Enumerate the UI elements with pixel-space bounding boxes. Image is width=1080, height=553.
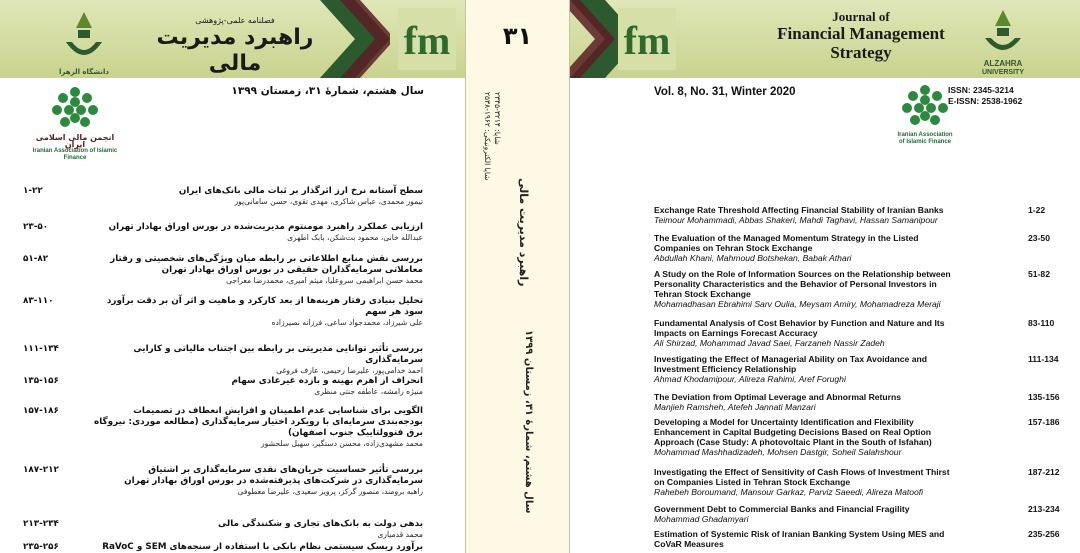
- journal-name-line2: Strategy: [830, 43, 892, 62]
- article-pages: ۲۳۵-۲۵۶: [23, 542, 59, 552]
- spine-issn: شاپا: ۳۲۱۴-۲۳۴۵: [493, 92, 502, 145]
- article-title: The Deviation from Optimal Leverage and Abnormal Returns: [654, 392, 902, 402]
- article-title: بررسی نقش منابع اطلاعاتی بر رابطه میان ویژگی‌های شخصیتی و رفتار معاملاتی سرمایه‌گذاران حقیقی در بورس اوراق بهادار تهران: [110, 254, 423, 275]
- association-name-1: Iranian Association: [897, 132, 953, 138]
- article-title: الگویی برای شناسایی عدم اطمینان و افزایش انعطاف در تصمیمات بودجه‌بندی سرمایه‌ای با رویکرد اختیار سرمایه‌گذاری (مطالعه موردی: نیروگاه برق فتوولتاییک جنوب اصفهان): [94, 406, 423, 438]
- journal-of: Journal of: [832, 9, 890, 24]
- toc-entry: [654, 269, 1074, 309]
- article-pages: 51-82: [1028, 269, 1050, 279]
- article-title: Developing a Model for Uncertainty Identification and Flexibility Enhancement in Capital Budgeting Decisions Based on Real Option Approach (Case Study: A photovoltaic Plant in the South of Isfahan): [654, 417, 932, 447]
- back-volume: سال هشتم، شمارهٔ ۳۱، زمستان ۱۳۹۹: [231, 85, 424, 97]
- article-pages: 1-22: [1028, 205, 1046, 215]
- toc-entry: [23, 296, 423, 328]
- association-logo-back: [30, 82, 120, 162]
- article-authors: Manjieh Ramsheh, Atefeh Jannati Manzari: [654, 402, 816, 412]
- article-title: برآورد ریسک سیستمی نظام بانکی با استفاده از سنجه‌های SEM و RaVoC: [102, 542, 423, 552]
- article-title: بدهی دولت به بانک‌های تجاری و شکنندگی مالی: [218, 519, 423, 529]
- toc-entry: [654, 318, 1074, 348]
- article-title: بررسی تأثیر توانایی مدیریتی بر رابطه بین اجتناب مالیاتی و کارایی سرمایه‌گذاری: [133, 344, 423, 365]
- article-title: انحراف از اهرم بهینه و بازده غیرعادی سهام: [231, 376, 423, 386]
- toc-entry: [23, 376, 423, 397]
- toc-entry: [23, 465, 423, 497]
- front-volume: Vol. 8, No. 31, Winter 2020: [654, 86, 796, 98]
- article-pages: ۱-۲۲: [23, 186, 43, 196]
- article-pages: ۱۵۷-۱۸۶: [23, 406, 59, 416]
- alzahra-logo: [52, 8, 116, 78]
- association-name-en: Iranian Association of Islamic Finance: [32, 148, 118, 161]
- article-pages: 111-134: [1028, 354, 1059, 364]
- article-pages: 213-234: [1028, 504, 1060, 514]
- article-pages: ۱۱۱-۱۳۴: [23, 344, 59, 354]
- article-authors: تیمور محمدی، عباس شاکری، مهدی تقوی، حسن سامانی‌پور: [234, 197, 423, 206]
- article-title: Investigating the Effect of Managerial Ability on Tax Avoidance and Investment Efficiency Relationship: [654, 354, 927, 374]
- toc-entry: [23, 186, 423, 207]
- fm-logo-text: fm: [623, 18, 671, 63]
- article-authors: Abdullah Khani, Mahmoud Botshekan, Babak Athari: [654, 253, 852, 263]
- university-label: ALZAHRA: [983, 59, 1023, 68]
- article-authors: Mohamadhasan Ebrahimi Sarv Oulia, Meysam Amiry, Mohamadreza Meraji: [654, 299, 941, 309]
- toc-entry: [23, 344, 423, 376]
- toc-entry: [23, 519, 423, 540]
- article-authors: علی شیرزاد، محمدجواد ساعی، فرزانه نصیرزاده: [271, 318, 423, 327]
- chevron-ornament: [320, 0, 390, 78]
- spine-issue-number: ۳۱: [502, 22, 533, 50]
- toc-entry: [654, 467, 1074, 497]
- spine-eissn: شاپا الکترونیکی: ۱۹۶۲-۲۵۳۸: [483, 92, 492, 181]
- article-authors: Teimour Mohammadi, Abbas Shakeri, Mahdi Taghavi, Hassan Samanipour: [654, 215, 938, 225]
- article-title: سطح آستانه نرخ ارز اثرگذار بر ثبات مالی بانک‌های ایران: [178, 186, 423, 196]
- fm-logo-front: [618, 8, 676, 70]
- issn-block: [948, 85, 1022, 107]
- article-title: The Evaluation of the Managed Momentum Strategy in the Listed Companies on Tehran Stock Exchange: [654, 233, 919, 253]
- article-authors: محمد مشهدی‌زاده، محسن دستگیر، سهیل سلحشور: [260, 439, 423, 448]
- article-title: A Study on the Role of Information Sources on the Relationship between Personality Characteristics and the Behavior of Personal Investors in Tehran Stock Exchange: [654, 269, 951, 299]
- toc-entry: [23, 222, 423, 243]
- article-authors: راهبه برومند، منصور گرکز، پرویز سعیدی، علیرضا معطوفی: [237, 487, 423, 496]
- fm-logo: [398, 8, 456, 70]
- article-pages: 157-186: [1028, 417, 1060, 427]
- toc-entry: [654, 417, 1074, 457]
- alzahra-university-logo: [972, 6, 1034, 76]
- article-authors: عبدالله خانی، محمود بت‌شکن، بابک اطهری: [287, 233, 423, 242]
- spine: [465, 0, 570, 553]
- article-authors: محمد حسن ابراهیمی سروعلیا، میثم امیری، محمدرضا معراجی: [226, 276, 423, 285]
- svg-text:fm: fm: [403, 18, 451, 63]
- article-title: Government Debt to Commercial Banks and Financial Fragility: [654, 504, 910, 514]
- article-authors: Rahebeh Boroumand, Mansour Garkaz, Parviz Saeedi, Alireza Matoofi: [654, 487, 924, 497]
- university-label-2: UNIVERSITY: [981, 69, 1025, 76]
- back-cover: [0, 0, 465, 553]
- article-pages: 23-50: [1028, 233, 1050, 243]
- article-pages: ۵۱-۸۲: [23, 254, 49, 264]
- article-authors: Mohammad Mashhadizadeh, Mohsen Dastgir, Soheil Salahshour: [654, 447, 902, 457]
- article-pages: 187-212: [1028, 467, 1060, 477]
- article-pages: ۱۸۷-۲۱۲: [23, 465, 59, 475]
- article-pages: 83-110: [1028, 318, 1055, 328]
- article-title: Investigating the Effect of Sensitivity of Cash Flows of Investment Thirst on Companies Listed in Tehran Stock Exchange: [654, 467, 950, 487]
- article-title: Fundamental Analysis of Cost Behavior by Function and Nature and Its Impacts on Earnings Forecast Accuracy: [654, 318, 945, 338]
- spine-title: راهبرد مدیریت مالی: [517, 178, 530, 287]
- article-pages: ۸۳-۱۱۰: [23, 296, 54, 306]
- toc-entry: [654, 233, 1074, 263]
- toc-entry: [654, 205, 1074, 225]
- back-journal-title: [140, 16, 330, 77]
- article-authors: محمد قدمیاری: [377, 530, 423, 539]
- article-authors: Mohammad Ghadamyari: [654, 514, 749, 524]
- article-title: بررسی تأثیر حساسیت جریان‌های نقدی سرمایه‌گذاری بر اشتیاق سرمایه‌گذاری در شرکت‌های پذیرفته‌شده در بورس اوراق بهادار تهران: [124, 465, 423, 486]
- toc-entry: [654, 392, 1074, 412]
- article-title: Exchange Rate Threshold Affecting Financial Stability of Iranian Banks: [654, 205, 944, 215]
- article-pages: ۲۱۳-۲۳۴: [23, 519, 59, 529]
- issn: ISSN: 2345-3214: [948, 85, 1014, 95]
- toc-entry: [654, 529, 1074, 549]
- association-name-2: of Islamic Finance: [898, 139, 952, 145]
- toc-entry: [23, 254, 423, 286]
- article-authors: Ahmad Khodamipour, Alireza Rahimi, Aref Forughi: [654, 374, 846, 384]
- toc-entry: [654, 354, 1074, 384]
- association-name-fa: انجمن مالی اسلامی ایران: [35, 133, 115, 149]
- article-pages: ۱۳۵-۱۵۶: [23, 376, 59, 386]
- eissn: E-ISSN: 2538-1962: [948, 96, 1023, 106]
- toc-entry: [23, 542, 423, 553]
- article-pages: 235-256: [1028, 529, 1060, 539]
- svg-text:دانشگاه الزهرا: دانشگاه الزهرا: [58, 68, 110, 76]
- article-title: ارزیابی عملکرد راهبرد مومنتوم مدیریت‌شده در بورس اوراق بهادار تهران: [108, 222, 423, 232]
- article-authors: احمد خدامی‌پور، علیرضا رحیمی، عارف فروغی: [276, 366, 423, 375]
- article-title: تحلیل بنیادی رفتار هزینه‌ها از بعد کارکرد و ماهیت و اثر آن بر دقت برآورد سود هر سهم: [106, 296, 423, 317]
- article-authors: Ali Shirzad, Mohammad Javad Saei, Farzaneh Nassir Zadeh: [654, 338, 885, 348]
- spine-issue: سال هشتم، شمارهٔ ۳۱، زمستان ۱۳۹۹: [523, 330, 534, 514]
- article-title: Estimation of Systemic Risk of Iranian Banking System Using MES and CoVaR Measures: [654, 529, 945, 549]
- journal-subtitle: فصلنامه علمی-پژوهشی: [195, 16, 275, 25]
- article-pages: 135-156: [1028, 392, 1060, 402]
- front-cover: [570, 0, 1080, 553]
- toc-entry: [23, 406, 423, 449]
- article-pages: ۲۳-۵۰: [23, 222, 49, 232]
- front-journal-title: [766, 10, 956, 62]
- toc-entry: [654, 504, 1074, 524]
- journal-name: راهبرد مدیریت مالی: [156, 25, 314, 76]
- article-authors: منیژه رامشه، عاطفه جنتی منظری: [314, 387, 423, 396]
- journal-name-line1: Financial Management: [777, 24, 945, 43]
